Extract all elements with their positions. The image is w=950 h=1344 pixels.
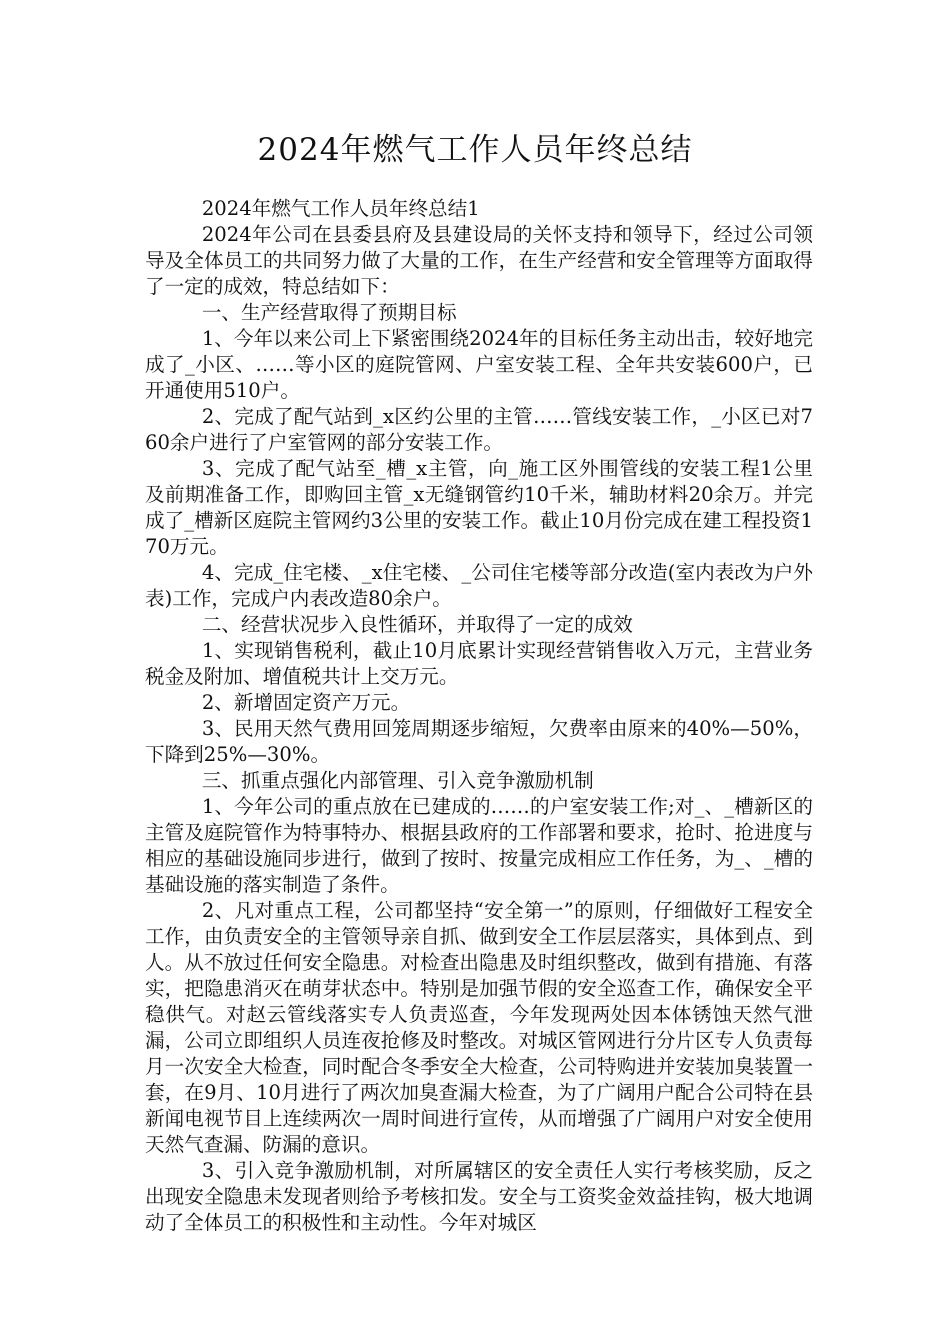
paragraph-intro: 2024年公司在县委县府及县建设局的关怀支持和领导下，经过公司领导及全体员工的共同努力做了大量的工作，在生产经营和安全管理等方面取得了一定的成效，特总结如下： bbox=[145, 223, 813, 298]
section-heading-3: 三、抓重点强化内部管理、引入竞争激励机制 bbox=[201, 769, 594, 792]
document-title: 2024年燃气工作人员年终总结 bbox=[257, 132, 693, 168]
section-heading-2: 二、经营状况步入良性循环，并取得了一定的成效 bbox=[201, 613, 633, 636]
paragraph-1-4: 4、完成_住宅楼、_x住宅楼、_公司住宅楼等部分改造(室内表改为户外表)工作，完成户内表改造80余户。 bbox=[145, 561, 813, 610]
section-heading-1: 一、生产经营取得了预期目标 bbox=[201, 301, 457, 324]
section-subtitle: 2024年燃气工作人员年终总结1 bbox=[201, 197, 480, 220]
paragraph-1-2: 2、完成了配气站到_x区约公里的主管……管线安装工作，_小区已对760余户进行了户室管网的部分安装工作。 bbox=[145, 405, 813, 454]
paragraph-2-2: 2、新增固定资产万元。 bbox=[201, 691, 411, 714]
paragraph-1-1: 1、今年以来公司上下紧密围绕2024年的目标任务主动出击，较好地完成了_小区、……等小区的庭院管网、户室安装工程、全年共安装600户，已开通使用510户。 bbox=[145, 327, 813, 402]
document-body bbox=[145, 196, 813, 1236]
paragraph-3-3: 3、引入竞争激励机制，对所属辖区的安全责任人实行考核奖励，反之出现安全隐患未发现者则给予考核扣发。安全与工资奖金效益挂钩，极大地调动了全体员工的积极性和主动性。今年对城区 bbox=[145, 1159, 813, 1234]
paragraph-3-1: 1、今年公司的重点放在已建成的……的户室安装工作;对_、_槽新区的主管及庭院管作为特事特办、根据县政府的工作部署和要求，抢时、抢进度与相应的基础设施同步进行，做到了按时、按量完成相应工作任务，为_、_槽的基础设施的落实制造了条件。 bbox=[145, 795, 813, 896]
paragraph-3-2: 2、凡对重点工程，公司都坚持“安全第一”的原则，仔细做好工程安全工作，由负责安全的主管领导亲自抓、做到安全工作层层落实，具体到点、到人。从不放过任何安全隐患。对检查出隐患及时组织整改，做到有措施、有落实，把隐患消灭在萌芽状态中。特别是加强节假的安全巡查工作，确保安全平稳供气。对赵云管线落实专人负责巡查，今年发现两处因本体锈蚀天然气泄漏，公司立即组织人员连夜抢修及时整改。对城区管网进行分片区专人负责每月一次安全大检查，同时配合冬季安全大检查，公司特购进并安装加臭装置一套，在9月、10月进行了两次加臭查漏大检查，为了广阔用户配合公司特在县新闻电视节目上连续两次一周时间进行宣传，从而增强了广阔用户对安全使用天然气查漏、防漏的意识。 bbox=[145, 899, 813, 1156]
paragraph-1-3: 3、完成了配气站至_槽_x主管，向_施工区外围管线的安装工程1公里及前期准备工作，即购回主管_x无缝钢管约10千米，辅助材料20余万。并完成了_槽新区庭院主管网约3公里的安装工作。截止10月份完成在建工程投资170万元。 bbox=[145, 457, 813, 558]
paragraph-2-3: 3、民用天然气费用回笼周期逐步缩短，欠费率由原来的40%—50%，下降到25%—30%。 bbox=[145, 717, 813, 766]
paragraph-2-1: 1、实现销售税利，截止10月底累计实现经营销售收入万元，主营业务税金及附加、增值税共计上交万元。 bbox=[145, 639, 813, 688]
